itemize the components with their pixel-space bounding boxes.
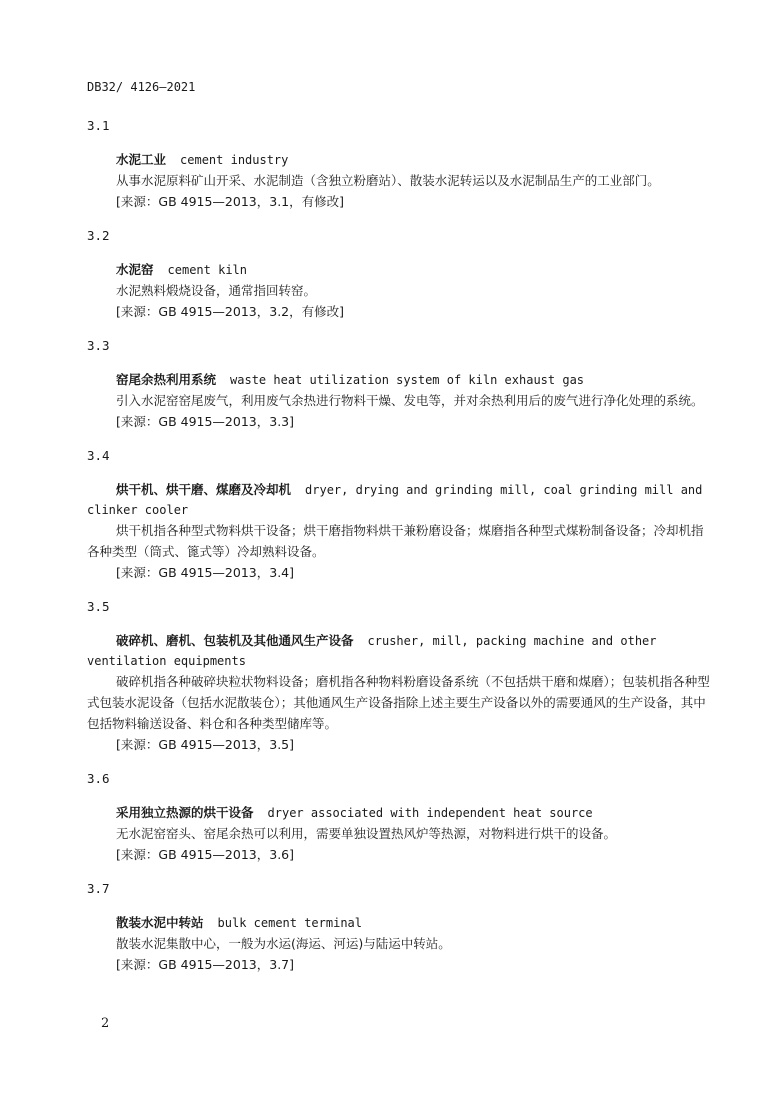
- term-title: [87, 150, 715, 170]
- term-number: 3.5: [87, 599, 110, 614]
- term-3-3: [87, 336, 715, 432]
- term-number: 3.3: [87, 338, 110, 353]
- term-3-4: [87, 446, 715, 583]
- term-title-en: bulk cement terminal: [217, 916, 363, 930]
- term-title-zh: 采用独立热源的烘干设备: [116, 805, 254, 820]
- term-3-6: [87, 769, 715, 865]
- term-title-en: waste heat utilization system of kiln exhaust gas: [230, 373, 585, 387]
- document-id: DB32/ 4126—2021: [87, 80, 196, 94]
- term-title-en: cement industry: [180, 153, 289, 167]
- term-3-1: [87, 116, 715, 212]
- term-source: [来源：GB 4915—2013，3.4]: [116, 565, 294, 580]
- term-3-7: [87, 879, 715, 975]
- term-number: 3.7: [87, 881, 110, 896]
- term-definition: 从事水泥原料矿山开采、水泥制造（含独立粉磨站）、散装水泥转运以及水泥制品生产的工业部门。: [116, 173, 660, 188]
- term-title-en: dryer associated with independent heat source: [267, 806, 593, 820]
- term-definition: 水泥熟料煅烧设备，通常指回转窑。: [116, 283, 317, 298]
- term-definition: 散装水泥集散中心，一般为水运(海运、河运)与陆运中转站。: [116, 936, 451, 951]
- term-title-zh: 散装水泥中转站: [116, 915, 204, 930]
- term-source: [来源：GB 4915—2013，3.7]: [116, 957, 294, 972]
- term-title-en: dryer, drying and grinding mill, coal grinding mill and clinker cooler: [87, 483, 703, 517]
- term-title-zh: 水泥工业: [116, 152, 167, 167]
- term-title: [87, 370, 715, 390]
- term-definition: 破碎机指各种破碎块粒状物料设备；磨机指各种物料粉磨设备系统（不包括烘干磨和煤磨）；包装机指各种型式包装水泥设备（包括水泥散装仓）；其他通风生产设备指除上述主要生产设备以外的需要通风的生产设备，其中包括物料输送设备、料仓和各种类型储库等。: [87, 674, 710, 731]
- term-number: 3.1: [87, 118, 110, 133]
- term-number: 3.2: [87, 228, 110, 243]
- term-title: [87, 480, 715, 520]
- term-definition: 烘干机指各种型式物料烘干设备；烘干磨指物料烘干兼粉磨设备；煤磨指各种型式煤粉制备设备；冷却机指各种类型（筒式、篦式等）冷却熟料设备。: [87, 523, 704, 559]
- term-title: [87, 913, 715, 933]
- term-definition: 引入水泥窑窑尾废气，利用废气余热进行物料干燥、发电等，并对余热利用后的废气进行净化处理的系统。: [116, 393, 704, 408]
- term-source: [来源：GB 4915—2013，3.1，有修改]: [116, 194, 344, 209]
- term-definition: 无水泥窑窑头、窑尾余热可以利用，需要单独设置热风炉等热源，对物料进行烘干的设备。: [116, 826, 617, 841]
- term-title-zh: 烘干机、烘干磨、煤磨及冷却机: [116, 482, 292, 497]
- term-title-zh: 水泥窑: [116, 262, 154, 277]
- term-source: [来源：GB 4915—2013，3.3]: [116, 414, 294, 429]
- term-title-zh: 破碎机、磨机、包装机及其他通风生产设备: [116, 633, 354, 648]
- term-source: [来源：GB 4915—2013，3.6]: [116, 847, 294, 862]
- term-title-en: crusher, mill, packing machine and other ventilation equipments: [87, 634, 657, 668]
- term-title: [87, 631, 715, 671]
- term-3-5: [87, 597, 715, 755]
- term-title-zh: 窑尾余热利用系统: [116, 372, 217, 387]
- terms-section: [87, 116, 715, 989]
- term-title: [87, 803, 715, 823]
- page-number: 2: [101, 1016, 110, 1031]
- term-source: [来源：GB 4915—2013，3.2，有修改]: [116, 304, 344, 319]
- term-3-2: [87, 226, 715, 322]
- term-number: 3.6: [87, 771, 110, 786]
- term-title: [87, 260, 715, 280]
- term-source: [来源：GB 4915—2013，3.5]: [116, 737, 294, 752]
- term-title-en: cement kiln: [167, 263, 247, 277]
- term-number: 3.4: [87, 448, 110, 463]
